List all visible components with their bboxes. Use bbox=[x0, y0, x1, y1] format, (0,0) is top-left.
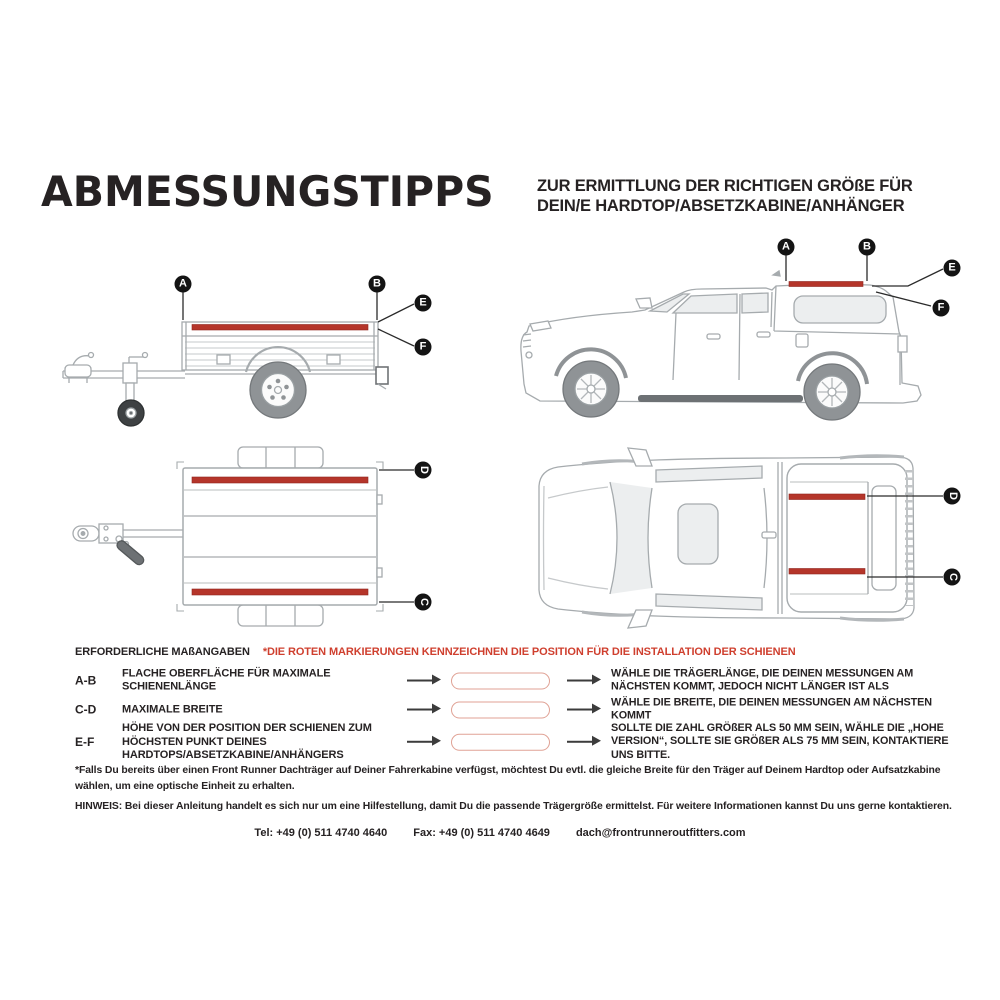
marker-d-badge: D bbox=[415, 462, 432, 479]
measurement-row-cd bbox=[75, 697, 969, 724]
footnote-asterisk: *Falls Du bereits über einen Front Runner Dachträger auf Deiner Fahrerkabine verfügst, möchtest Du evtl. die gleiche Breite für den Träger auf Deinem Hardtop oder Aufsatzkabine wählen, um eine optische Einheit zu erhalten. bbox=[75, 765, 941, 792]
marker-e-badge: E bbox=[415, 295, 432, 312]
measurements-heading-row bbox=[75, 646, 796, 658]
row-result: WÄHLE DIE TRÄGERLÄNGE, DIE DEINEN MESSUNGEN AM NÄCHSTEN KOMMT, JEDOCH NICHT LÄNGER IST ALS bbox=[611, 667, 914, 693]
marker-c-badge: C bbox=[944, 569, 961, 586]
page-title: ABMESSUNGSTIPPS bbox=[41, 167, 494, 217]
truck-top-diagram bbox=[510, 440, 975, 645]
measurement-blank-pill bbox=[451, 733, 550, 750]
arrow-right-icon bbox=[567, 680, 592, 682]
measurements-heading: ERFORDERLICHE MAßANGABEN bbox=[75, 646, 250, 658]
footnote-hinweis: HINWEIS: Bei dieser Anleitung handelt es sich nur um eine Hilfestellung, damit Du die passende Trägergröße ermittelst. Für weitere Informationen kannst Du uns gerne kontaktieren. bbox=[75, 801, 952, 812]
marker-f-badge: F bbox=[933, 300, 950, 317]
row-label: C-D bbox=[75, 703, 97, 717]
arrow-right-icon bbox=[407, 741, 432, 743]
marker-a-badge: A bbox=[778, 239, 795, 256]
red-markings-note: *DIE ROTEN MARKIERUNGEN KENNZEICHNEN DIE POSITION FÜR DIE INSTALLATION DER SCHIENEN bbox=[262, 646, 796, 658]
truck-side-diagram bbox=[510, 235, 975, 435]
arrow-right-icon bbox=[407, 709, 432, 711]
rail-marking-stripe bbox=[192, 325, 368, 331]
marker-e-badge: E bbox=[944, 260, 961, 277]
row-label: A-B bbox=[75, 674, 97, 688]
measurement-row-ef bbox=[75, 722, 969, 762]
marker-f-badge: F bbox=[415, 339, 432, 356]
arrow-right-icon bbox=[407, 680, 432, 682]
row-result: WÄHLE DIE BREITE, DIE DEINEN MESSUNGEN AM NÄCHSTEN KOMMT bbox=[611, 696, 932, 722]
subtitle-line-2: DEIN/E HARDTOP/ABSETZKABINE/ANHÄNGER bbox=[537, 197, 905, 216]
measurement-row-ab bbox=[75, 668, 969, 695]
arrow-right-icon bbox=[567, 709, 592, 711]
subtitle-line-1: ZUR ERMITTLUNG DER RICHTIGEN GRÖßE FÜR bbox=[537, 177, 913, 195]
trailer-top-drawing bbox=[45, 440, 475, 640]
marker-a-badge: A bbox=[175, 276, 192, 293]
page-subtitle bbox=[537, 176, 913, 216]
marker-b-badge: B bbox=[369, 276, 386, 293]
arrow-right-icon bbox=[567, 741, 592, 743]
truck-top-drawing bbox=[510, 440, 975, 645]
row-label: E-F bbox=[75, 734, 95, 749]
measurement-blank-pill bbox=[451, 702, 550, 719]
trailer-side-diagram bbox=[45, 262, 475, 447]
marker-b-badge: B bbox=[859, 239, 876, 256]
rail-marking-stripe bbox=[789, 282, 863, 287]
truck-side-drawing bbox=[510, 235, 975, 435]
measurement-blank-pill bbox=[451, 673, 550, 690]
row-description: FLACHE OBERFLÄCHE FÜR MAXIMALE SCHIENENLÄNGE bbox=[122, 667, 331, 693]
contact-footer bbox=[0, 827, 1000, 839]
rail-marking-stripe bbox=[192, 589, 368, 595]
contact-email: dach@frontrunneroutfitters.com bbox=[575, 827, 746, 839]
rail-marking-stripe bbox=[192, 477, 368, 483]
trailer-top-diagram bbox=[45, 440, 475, 640]
row-description: HÖHE VON DER POSITION DER SCHIENEN ZUM HÖCHSTEN PUNKT DEINES HARDTOPS/ABSETZKABINE/ANHÄNGERS bbox=[122, 722, 372, 761]
row-description: MAXIMALE BREITE bbox=[122, 703, 223, 716]
marker-c-badge: C bbox=[415, 594, 432, 611]
contact-tel: Tel: +49 (0) 511 4740 4640 bbox=[254, 827, 388, 839]
row-result: SOLLTE DIE ZAHL GRÖßER ALS 50 MM SEIN, WÄHLE DIE „HOHE VERSION“, SOLLTE SIE GRÖßER ALS 75 MM SEIN, KONTAKTIERE UNS BITTE. bbox=[611, 721, 949, 761]
trailer-side-drawing bbox=[45, 262, 475, 447]
rail-marking-stripe bbox=[789, 494, 865, 500]
marker-d-badge: D bbox=[944, 488, 961, 505]
contact-fax: Fax: +49 (0) 511 4740 4649 bbox=[413, 827, 550, 839]
rail-marking-stripe bbox=[789, 569, 865, 575]
